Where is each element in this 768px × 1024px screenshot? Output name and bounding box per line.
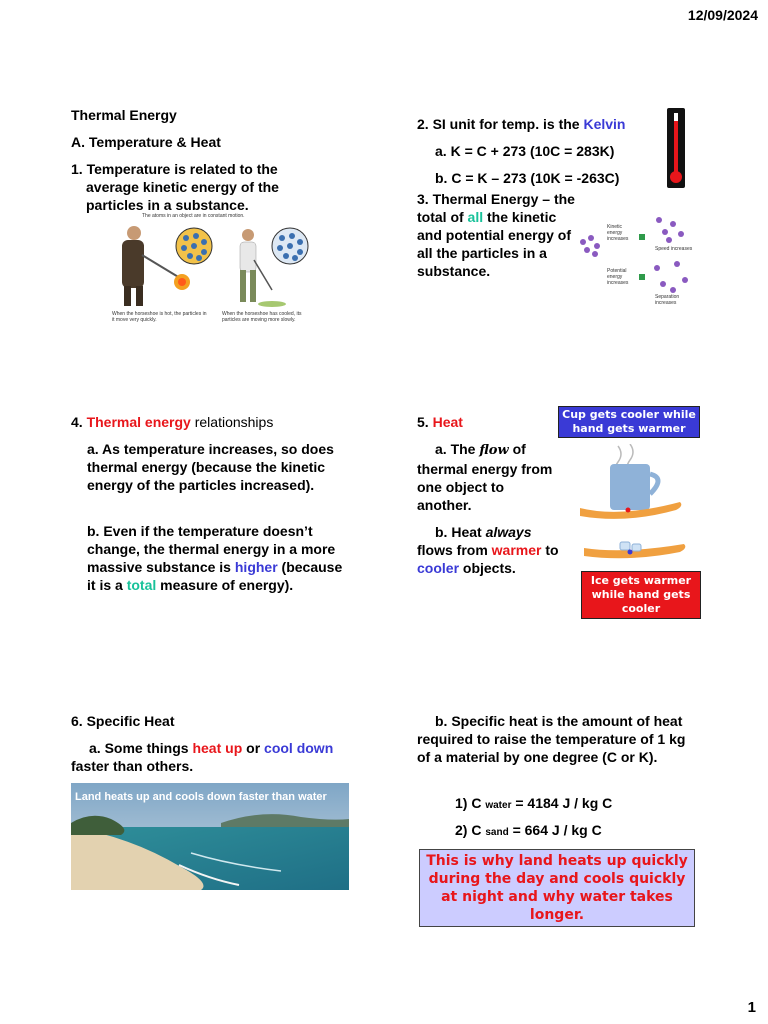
slide5-point6a: a. Some things heat up or cool down faster than others.: [71, 740, 334, 774]
slide6-point6b: b. Specific heat is the amount of heat required to raise the temperature of 1 kg of a material by one degree (C or K).: [417, 713, 686, 765]
slide4-point5: 5. Heat: [417, 414, 463, 430]
horseshoe-illustration: [112, 213, 312, 323]
slide2-point2a: a. K = C + 273 (10C = 283K): [435, 143, 615, 159]
slide1-point1: 1. Temperature is related to the average kinetic energy of the particles in a substance.: [71, 161, 279, 213]
slide4-point5a: a. The flow of thermal energy from one object to another.: [417, 441, 553, 513]
slide4-point5b: b. Heat always flows from warmer to cooler objects.: [417, 524, 559, 576]
slide1-title: Thermal Energy: [71, 107, 177, 123]
slide2-point3: 3. Thermal Energy – the total of all the kinetic and potential energy of all the particles in a substance.: [417, 191, 575, 279]
thermal-energy-highlight: Thermal energy: [86, 414, 191, 430]
cool-down-highlight: cool down: [264, 740, 334, 756]
slide2-point2: 2. SI unit for temp. is the Kelvin: [417, 116, 626, 132]
always-emphasis: always: [485, 524, 532, 540]
beach-photo: [71, 783, 349, 890]
thermometer-icon: [666, 107, 686, 189]
flow-emphasis: flow: [479, 443, 509, 458]
illustration-caption-left: When the horseshoe is hot, the particles in it move very quickly.: [112, 311, 207, 323]
all-highlight: all: [467, 209, 484, 225]
diagram-label-1: Kinetic energy increases: [607, 224, 629, 242]
beach-caption: Land heats up and cools down faster than water: [75, 791, 327, 803]
page-number: 1: [747, 999, 756, 1016]
blacksmith-figures-image: [112, 220, 312, 312]
particle-energy-diagram: [573, 212, 703, 304]
cup-cooler-callout: Cup gets cooler while hand gets warmer: [558, 406, 700, 438]
slide3-point4: 4. Thermal energy relationships: [71, 414, 274, 430]
cup-and-ice-hands-image: [578, 444, 693, 568]
total-highlight: total: [126, 577, 157, 593]
slide3-point4a: a. As temperature increases, so does thermal energy (because the kinetic energy of the particles increased).: [87, 441, 334, 493]
illustration-caption-right: When the horseshoe has cooled, its particles are moving more slowly.: [222, 311, 302, 323]
diagram-label-4: Separation increases: [655, 294, 680, 306]
land-heats-callout: This is why land heats up quickly during the day and cools quickly at night and why water takes longer.: [419, 849, 695, 927]
slide6-item2: 2) C sand = 664 J / kg C: [455, 822, 602, 838]
page-date: 12/09/2024: [687, 7, 758, 23]
slide3-point4b: b. Even if the temperature doesn’t change, the thermal energy in a more massive substance is higher (because it is a total measure of energy).: [87, 523, 343, 593]
heat-up-highlight: heat up: [192, 740, 243, 756]
warmer-highlight: warmer: [491, 542, 542, 558]
diagram-label-3: Potential energy increases: [607, 268, 629, 286]
diagram-label-2: Speed increases: [655, 246, 693, 252]
particle-diagram-image: [573, 212, 703, 304]
kelvin-highlight: Kelvin: [583, 116, 626, 132]
higher-highlight: higher: [234, 559, 278, 575]
slide6-item1: 1) C water = 4184 J / kg C: [455, 795, 613, 811]
ice-warmer-callout: Ice gets warmer while hand gets cooler: [581, 571, 701, 619]
slide5-point6: 6. Specific Heat: [71, 713, 175, 729]
illustration-caption-top: The atoms in an object are in constant motion.: [142, 213, 245, 219]
slide2-point2b: b. C = K – 273 (10K = -263C): [435, 170, 620, 186]
cooler-highlight: cooler: [417, 560, 460, 576]
slide1-heading: A. Temperature & Heat: [71, 134, 221, 150]
heat-highlight: Heat: [432, 414, 463, 430]
